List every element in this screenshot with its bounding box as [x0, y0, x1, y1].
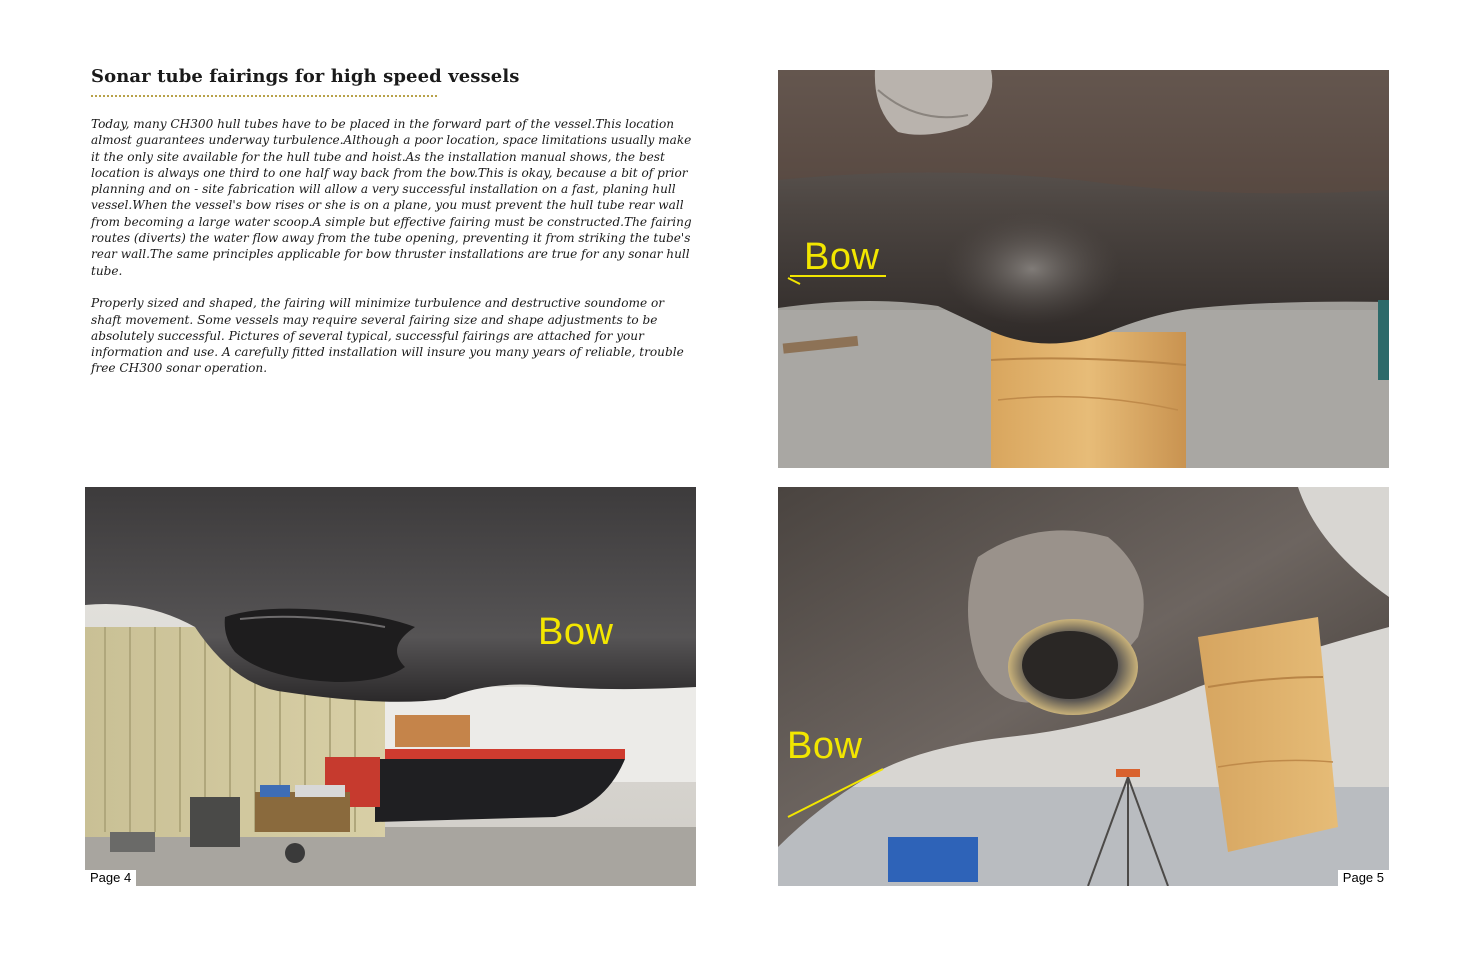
bow-label: Bow	[804, 236, 880, 278]
page-number-right: Page 5	[1338, 870, 1389, 886]
title-divider	[91, 95, 437, 97]
photo-tube-opening	[778, 487, 1389, 886]
photo-hull-fairing-side	[85, 487, 696, 886]
page-number-left: Page 4	[85, 870, 136, 886]
paragraph-2: Properly sized and shaped, the fairing will minimize turbulence and destructive soundome or shaft movement. Some vessels may require several fairing size and shape adjustments to be absolutely successful. Pictures of several typical, successful fairings are attached for your information and use. A carefully fitted installation will insure you many years of reliable, trouble free CH300 sonar operation.	[91, 296, 684, 376]
page-title: Sonar tube fairings for high speed vessels	[91, 66, 520, 87]
paragraph-1: Today, many CH300 hull tubes have to be placed in the forward part of the vessel.This location almost guarantees underway turbulence.Although a poor location, space limitations usually make it the only site available for the hull tube and hoist.As the installation manual shows, the best location is always one third to one half way back from the bow.This is okay, because a bit of prior planning and on - site fabrication will allow a very successful installation on a fast, planing hull vessel.When the vessel's bow rises or she is on a plane, you must prevent the hull tube rear wall from becoming a large water scoop.A simple but effective fairing must be constructed.The fairing routes (diverts) the water flow away from the tube opening, preventing it from striking the tube's rear wall.The same principles applicable for bow thruster installations are true for any sonar hull tube.	[91, 117, 692, 278]
bow-label: Bow	[787, 725, 863, 767]
photo-hull-fairing-top	[778, 70, 1389, 468]
body-text	[91, 116, 695, 393]
bow-label: Bow	[538, 611, 614, 653]
